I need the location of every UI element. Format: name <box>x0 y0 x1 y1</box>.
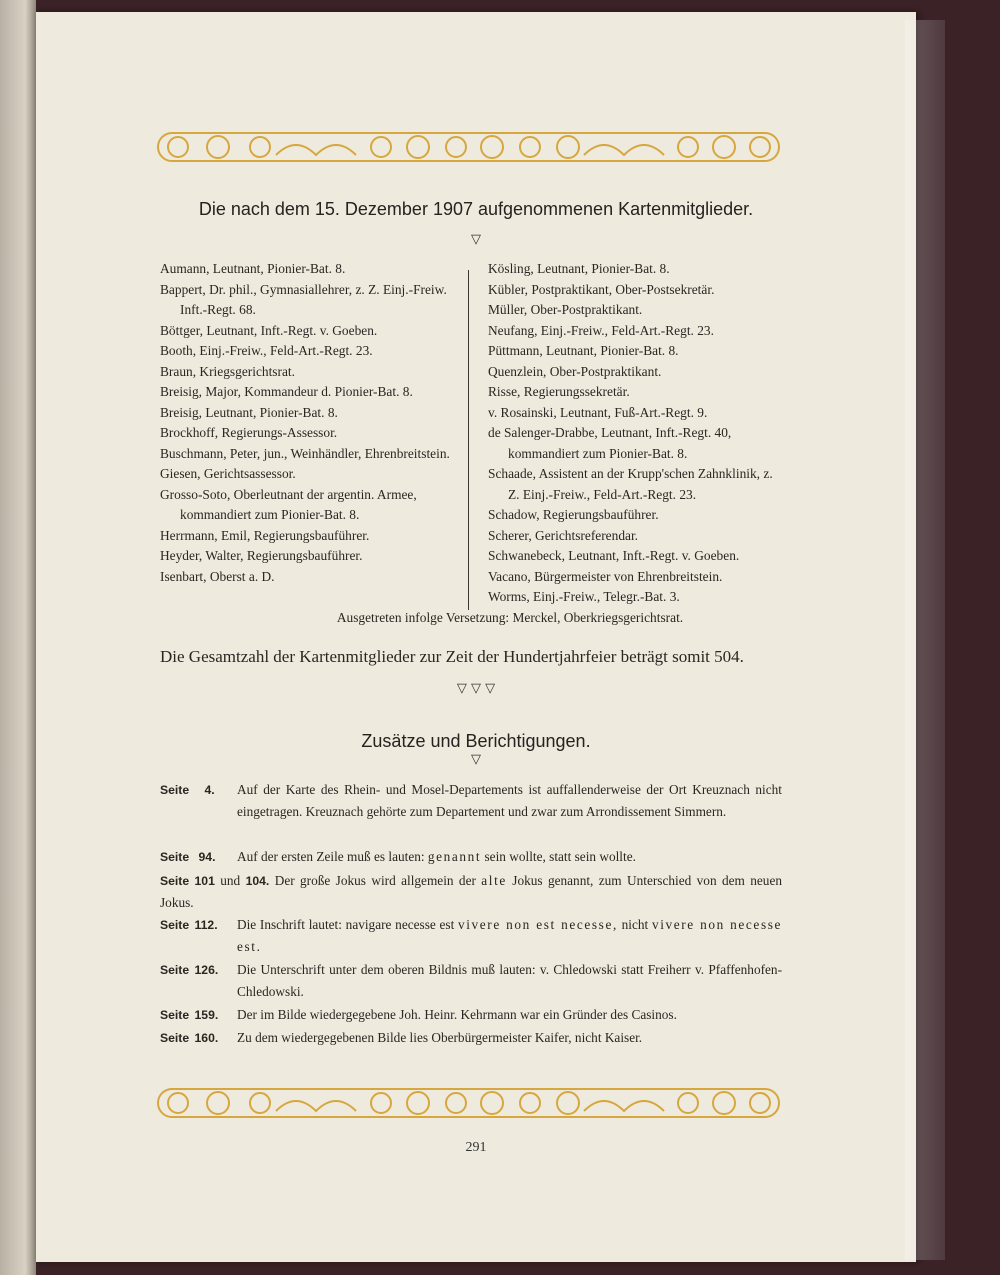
members-right-column <box>488 259 778 608</box>
correction-ref: Seite 126. <box>160 963 219 977</box>
member-entry: Püttmann, Leutnant, Pionier-Bat. 8. <box>488 343 679 358</box>
member-entry: Müller, Ober-Postpraktikant. <box>488 302 643 317</box>
total-members-text: Die Gesamtzahl der Kartenmitglieder zur Zeit der Hundertjahrfeier beträgt somit 504. <box>160 647 744 666</box>
correction-entry <box>160 1027 782 1049</box>
member-entry: Braun, Kriegsgerichtsrat. <box>160 363 295 379</box>
correction-ref: Seite 94. <box>160 850 216 864</box>
member-entry: Heyder, Walter, Regierungsbauführer. <box>160 548 363 563</box>
separator-mark-2: ▽ <box>471 752 481 767</box>
correction-entry <box>160 914 782 958</box>
separator-mark: ▽ <box>471 232 481 247</box>
correction-entry <box>160 846 782 868</box>
correction-ref: Seite 112. <box>160 918 218 932</box>
bottom-ornament-border <box>156 1086 781 1120</box>
page-number: 291 <box>465 1140 487 1155</box>
top-ornament-border <box>156 130 781 164</box>
correction-text: Auf der ersten Zeile muß es lauten: genannt sein wollte, statt sein wollte. <box>237 849 636 864</box>
correction-text: Der im Bilde wiedergegebene Joh. Heinr. Kehrmann war ein Gründer des Casinos. <box>237 1007 677 1022</box>
member-entry: Herrmann, Emil, Regierungsbauführer. <box>160 527 370 543</box>
member-entry: Quenzlein, Ober-Postpraktikant. <box>488 363 662 379</box>
correction-entry <box>160 1004 782 1026</box>
corrections-title: Zusätze und Berichtigungen. <box>361 731 591 751</box>
member-entry: de Salenger-Drabbe, Leutnant, Inft.-Regt. 40, kommandiert zum Pionier-Bat. 8. <box>488 425 732 461</box>
member-entry: Kübler, Postpraktikant, Ober-Postsekretär. <box>488 281 715 297</box>
member-entry: Booth, Einj.-Freiw., Feld-Art.-Regt. 23. <box>160 343 373 358</box>
member-entry: Grosso-Soto, Oberleutnant der argentin. Armee, kommandiert zum Pionier-Bat. 8. <box>160 486 417 522</box>
member-entry: Aumann, Leutnant, Pionier-Bat. 8. <box>160 261 346 276</box>
member-entry: v. Rosainski, Leutnant, Fuß-Art.-Regt. 9. <box>488 404 708 420</box>
separator-triple: ▽ ▽ ▽ <box>456 681 496 696</box>
member-entry: Brockhoff, Regierungs-Assessor. <box>160 425 338 440</box>
member-entry: Schadow, Regierungsbauführer. <box>488 507 659 522</box>
list-title: Die nach dem 15. Dezember 1907 aufgenommenen Kartenmitglieder. <box>198 199 754 219</box>
correction-entry <box>160 870 782 914</box>
member-entry: Giesen, Gerichtsassessor. <box>160 466 296 481</box>
member-entry: Breisig, Leutnant, Pionier-Bat. 8. <box>160 404 338 420</box>
plastic-cover-edge <box>905 20 945 1260</box>
correction-text: Seite 101 und 104. Der große Jokus wird allgemein der alte Jokus genannt, zum Unterschied von dem neuen Jokus. <box>160 873 783 911</box>
correction-text: Die Inschrift lautet: navigare necesse est vivere non est necesse, nicht vivere non necesse est. <box>237 917 782 955</box>
correction-text: Die Unterschrift unter dem oberen Bildnis muß lauten: v. Chledowski statt Freiherr v. Pfaffenhofen-Chledowski. <box>237 962 782 1000</box>
correction-entry <box>160 959 782 1003</box>
column-divider <box>468 270 469 610</box>
correction-text: Zu dem wiedergegebenen Bilde lies Oberbürgermeister Kaifer, nicht Kaiser. <box>237 1030 643 1045</box>
member-entry: Kösling, Leutnant, Pionier-Bat. 8. <box>488 261 670 276</box>
correction-ref: Seite 160. <box>160 1031 219 1045</box>
member-entry: Schwanebeck, Leutnant, Inft.-Regt. v. Goeben. <box>488 548 740 563</box>
member-entry: Bappert, Dr. phil., Gymnasiallehrer, z. Z. Einj.-Freiw. Inft.-Regt. 68. <box>160 281 447 317</box>
book-page <box>36 12 916 1262</box>
adjacent-page-edge <box>0 0 36 1275</box>
member-entry: Isenbart, Oberst a. D. <box>160 568 275 584</box>
member-entry: Worms, Einj.-Freiw., Telegr.-Bat. 3. <box>488 589 680 604</box>
member-entry: Böttger, Leutnant, Inft.-Regt. v. Goeben. <box>160 322 378 338</box>
correction-ref: Seite 4. <box>160 783 215 797</box>
members-left-column <box>160 259 450 587</box>
member-entry: Risse, Regierungssekretär. <box>488 384 630 399</box>
member-entry: Buschmann, Peter, jun., Weinhändler, Ehrenbreitstein. <box>160 445 450 461</box>
member-entry: Breisig, Major, Kommandeur d. Pionier-Bat. 8. <box>160 384 413 399</box>
resigned-note: Ausgetreten infolge Versetzung: Merckel, Oberkriegsgerichtsrat. <box>336 610 684 625</box>
member-entry: Scherer, Gerichtsreferendar. <box>488 527 639 543</box>
member-entry: Neufang, Einj.-Freiw., Feld-Art.-Regt. 23. <box>488 322 714 338</box>
correction-entry <box>160 779 782 823</box>
correction-ref: Seite 159. <box>160 1008 219 1022</box>
correction-text: Auf der Karte des Rhein- und Mosel-Departements ist auffallenderweise der Ort Kreuznach nicht eingetragen. Kreuznach gehörte zum Departement und zwar zum Arrondissement Simmern. <box>237 782 782 820</box>
member-entry: Vacano, Bürgermeister von Ehrenbreitstein. <box>488 568 723 584</box>
member-entry: Schaade, Assistent an der Krupp'schen Zahnklinik, z. Z. Einj.-Freiw., Feld-Art.-Regt. 23. <box>488 466 773 502</box>
